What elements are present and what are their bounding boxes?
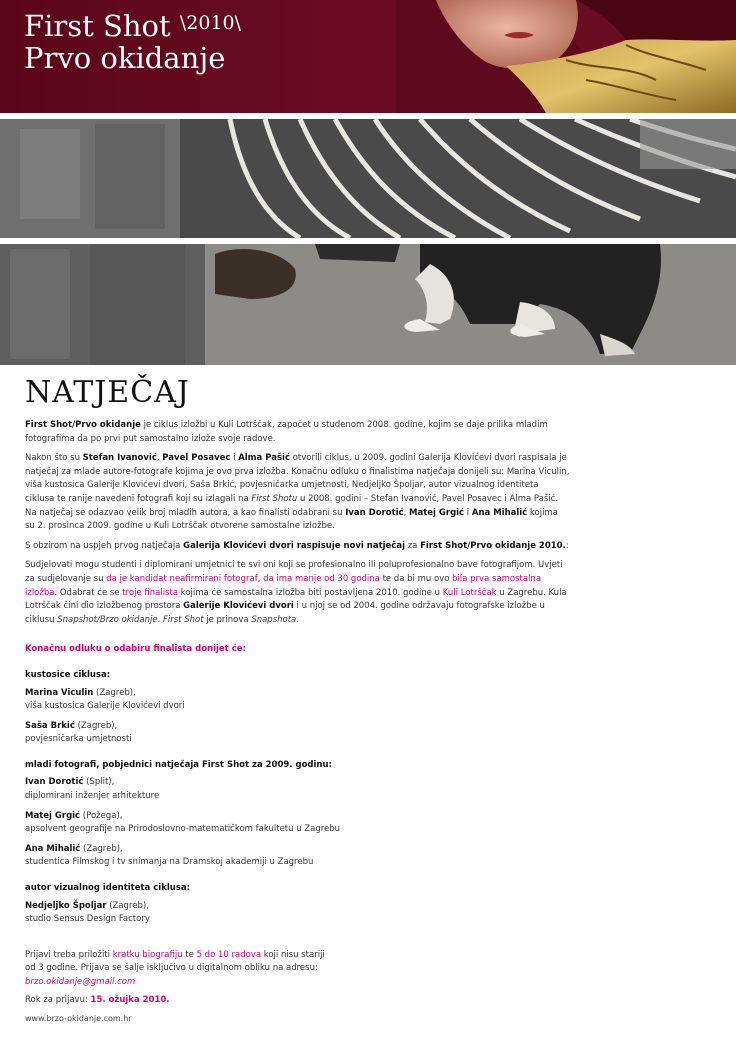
author-heading: autor vizualnog identiteta ciklusa: <box>25 883 191 894</box>
header-banner <box>0 0 736 113</box>
curators-heading: kustosice ciklusa: <box>25 669 111 680</box>
jury-member-3: Ivan Dorotić (Split), diplomirani inženjer arhitekture <box>25 777 160 802</box>
history-paragraph: Nakon što su Stefan Ivanović, Pavel Posavec i Alma Pašić otvorili ciklus, u 2009. godini Galerija Klovićevi dvori raspisala je natječaj za mlade autore-fotografe kojima je ovo prva izložba. Konačnu odluku o finalistima natječaja donijeli su: Marina Viculin, viša kustosica Galerije Klovićevi dvori, Saša Brkić, povjesničarka umjetnosti, Nedjeljko Špoljar, autor vizualnog identiteta ciklusa te ranije navedeni fotografi koji su izlagali na First Shotu u 2008. godini – Stefan Ivanović, Pavel Posavec i Alma Pašić. Na natječaj se odazvao velik broj mladih autora, a kao finalisti odabrani su Ivan Dorotić, Matej Grgić i Ana Mihalić kojima su 2. prosinca 2009. godine u Kuli Lotrščak otvorene samostalne izložbe. <box>25 453 570 532</box>
logo-title-line1: First Shot $^{\backslash 2010\backslash}$ <box>24 9 242 43</box>
logo-year: \2010\ <box>179 12 242 34</box>
page-title: NATJEČAJ <box>25 375 190 410</box>
jury-member-1: Marina Viculin (Zagreb), viša kustosica Galerije Klovićevi dvori <box>25 687 185 712</box>
email-link[interactable]: brzo.okidanje@gmail.com <box>25 977 136 987</box>
jury-member-4: Matej Grgić (Požega), apsolvent geografije na Prirodoslovno-matematičkom fakultetu u Zagrebu <box>25 810 341 835</box>
logo-title-line2: Prvo okidanje <box>24 41 226 75</box>
jury-member-5: Ana Mihalić (Zagreb), studentica Filmskog i tv snimanja na Dramskoj akademiji u Zagrebu <box>25 843 314 868</box>
winners-heading: mladi fotografi, pobjednici natječaja First Shot za 2009. godinu: <box>25 759 332 770</box>
photo-band-architecture <box>0 119 736 238</box>
conditions-paragraph: Sudjelovati mogu studenti i diplomirani umjetnici te svi oni koji se profesionalno ili poluprofesionalno bave fotografijom. Uvjeti za sudjelovanje su da je kandidat neafirmirani fotograf, da ima manje od 30 godina te da bi mu ovo bila prva samostalna izložba. Odabrat će se troje finalista kojima će samostalna izložba biti postavljena 2010. godine u Kuli Lotrščak u Zagrebu. Kula Lotrščak čini dio izložbenog prostora Galerije Klovićevi dvori i u njoj se od 2004. godine održavaju fotografske izložbe u ciklusu Snapshot/Brzo okidanje. First Shot je prinova Snapshota. <box>25 560 567 625</box>
application-paragraph: Prijavi treba priložiti kratku biografiju te 5 do 10 radova koji nisu stariji od 3 godine. Prijava se šalje isključivo u digitalnom obliku na adresu: brzo.okidanje@gmail.com <box>25 949 325 987</box>
jury-member-6: Nedjeljko Špoljar (Zagreb), studio Sensus Design Factory <box>25 900 150 925</box>
success-paragraph: S obzirom na uspjeh prvog natječaja Galerija Klovićevi dvori raspisuje novi natječaj za First Shot/Prvo okidanje 2010.: <box>25 540 569 551</box>
dog-photo <box>0 244 736 365</box>
jury-member-2: Saša Brkić (Zagreb), povjesničarka umjetnosti <box>25 720 132 745</box>
photo-band-dog <box>0 244 736 365</box>
intro-paragraph: First Shot/Prvo okidanje je ciklus izložbi u Kuli Lotrščak, započet u studenom 2008. godine, kojim se daje prilika mladim fotografima da po prvi put samostalno izlože svoje radove. <box>25 420 548 444</box>
deadline-paragraph: Rok za prijavu: 15. ožujka 2010. <box>25 994 170 1005</box>
jury-title: Konačnu odluku o odabiru finalista donijet će: <box>25 644 246 655</box>
main-content <box>0 375 570 1007</box>
architecture-photo <box>0 119 736 238</box>
kula-lotrscak-link[interactable]: Kuli Lotrščak <box>442 587 497 598</box>
footer-url[interactable]: www.brzo-okidanje.com.hr <box>25 1014 132 1023</box>
portrait-photo <box>396 0 736 113</box>
